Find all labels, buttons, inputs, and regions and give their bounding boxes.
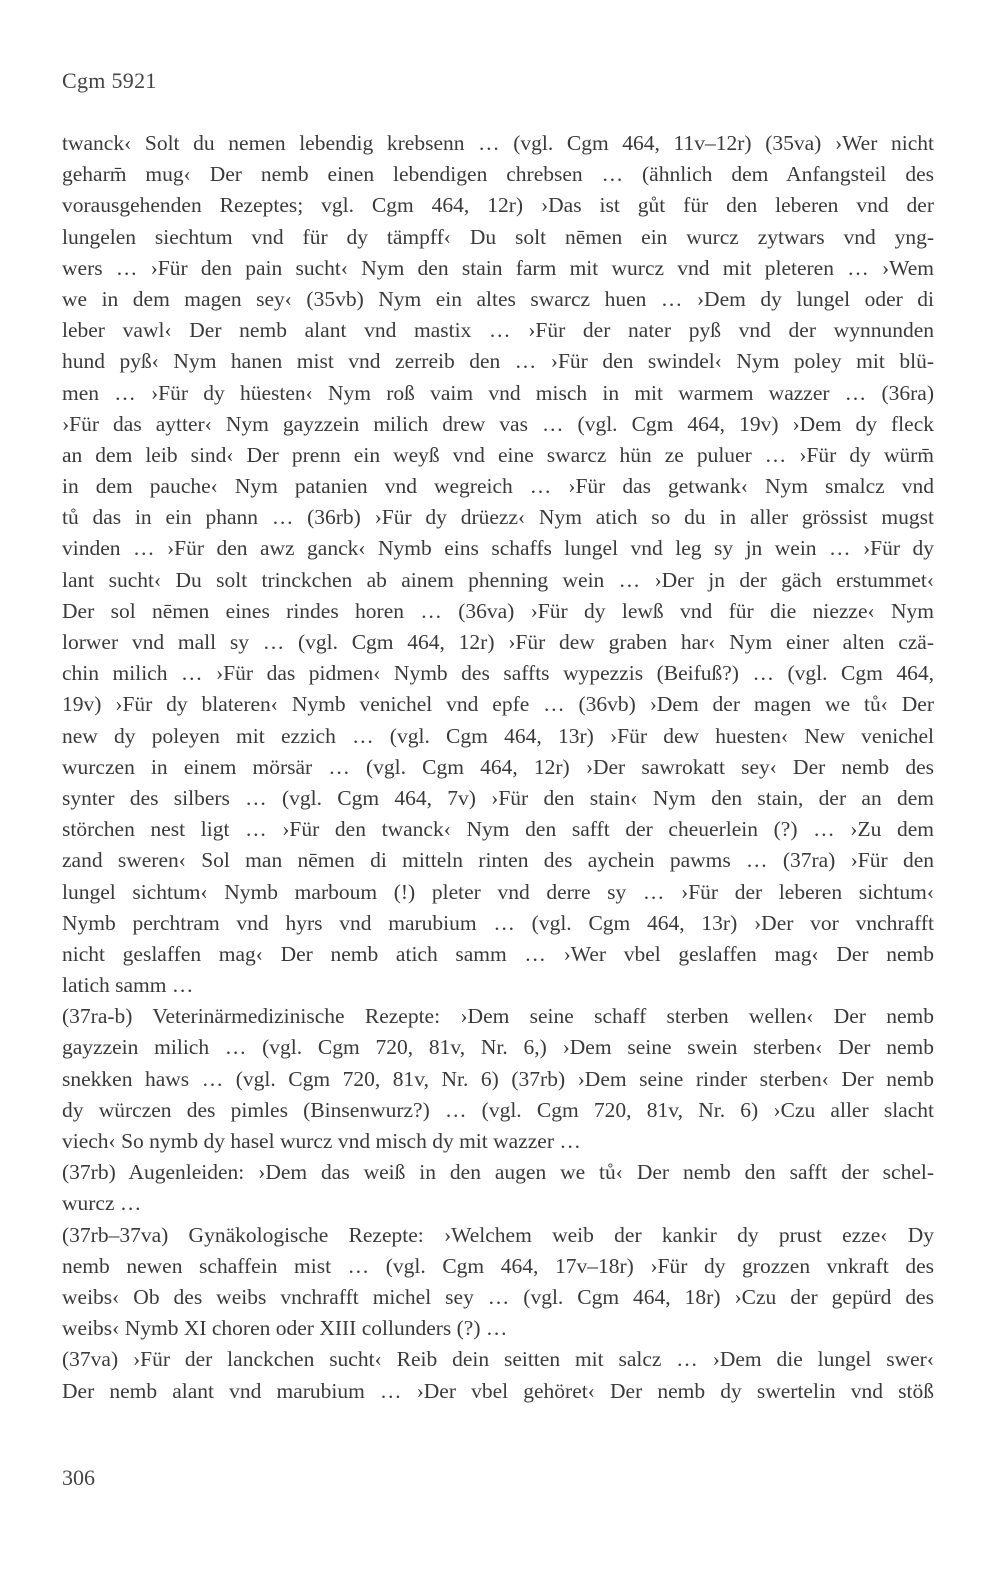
- text-line: synter des silbers … (vgl. Cgm 464, 7v) ›Für den stain‹ Nym den stain, der an dem: [62, 785, 934, 810]
- text-line: men … ›Für dy hüesten‹ Nym roß vaim vnd misch in mit warmem wazzer … (36ra): [62, 380, 934, 405]
- text-line: zand sweren‹ Sol man nēmen di mitteln rinten des aychein pawms … (37ra) ›Für den: [62, 848, 934, 873]
- text-line: wurczen in einem mörsär … (vgl. Cgm 464, 12r) ›Der sawrokatt sey‹ Der nemb des: [62, 754, 934, 779]
- text-line: 19v) ›Für dy blateren‹ Nymb venichel vnd epfe … (36vb) ›Dem der magen we tů‹ Der: [62, 692, 934, 717]
- text-line: lant sucht‹ Du solt trinckchen ab ainem phenning wein … ›Der jn der gäch erstummet‹: [62, 567, 934, 592]
- text-line: (37ra-b) Veterinärmedizinische Rezepte: ›Dem seine schaff sterben wellen‹ Der nemb: [62, 1004, 934, 1029]
- text-line: an dem leib sind‹ Der prenn ein weyß vnd eine swarcz hün ze puluer … ›Für dy würm̄: [62, 442, 934, 467]
- text-line: nemb newen schaffein mist … (vgl. Cgm 464, 17v–18r) ›Für dy grozzen vnkraft des: [62, 1253, 934, 1278]
- text-line: lungel sichtum‹ Nymb marboum (!) pleter vnd derre sy … ›Für der leberen sichtum‹: [62, 879, 934, 904]
- text-line: viech‹ So nymb dy hasel wurcz vnd misch dy mit wazzer …: [62, 1129, 581, 1153]
- page-number: 306: [62, 1465, 95, 1490]
- text-line: nicht geslaffen mag‹ Der nemb atich samm … ›Wer vbel geslaffen mag‹ Der nemb: [62, 941, 934, 966]
- text-line: weibs‹ Ob des weibs vnchrafft michel sey … (vgl. Cgm 464, 18r) ›Czu der gepürd des: [62, 1284, 934, 1309]
- text-line: Der sol nēmen eines rindes horen … (36va) ›Für dy lewß vnd für die niezze‹ Nym: [62, 598, 934, 623]
- text-line: snekken haws … (vgl. Cgm 720, 81v, Nr. 6) (37rb) ›Dem seine rinder sterben‹ Der nemb: [62, 1066, 934, 1091]
- text-line: lungelen siechtum vnd für dy tämpff‹ Du solt nēmen ein wurcz zytwars vnd yng-: [62, 224, 934, 249]
- text-line: (37va) ›Für der lanckchen sucht‹ Reib dein seitten mit salcz … ›Dem die lungel swer‹: [62, 1347, 934, 1372]
- text-line: tů das in ein phann … (36rb) ›Für dy drüezz‹ Nym atich so du in aller grössist mugst: [62, 505, 934, 530]
- text-line: we in dem magen sey‹ (35vb) Nym ein altes swarcz huen … ›Dem dy lungel oder di: [62, 286, 934, 311]
- text-line: leber vawl‹ Der nemb alant vnd mastix … ›Für der nater pyß vnd der wynnunden: [62, 318, 934, 343]
- text-line: wurcz …: [62, 1191, 142, 1216]
- running-head: Cgm 5921: [62, 68, 157, 93]
- text-line: störchen nest ligt … ›Für den twanck‹ Nym den safft der cheuerlein (?) … ›Zu dem: [62, 817, 934, 842]
- text-line: lorwer vnd mall sy … (vgl. Cgm 464, 12r) ›Für dew graben har‹ Nym einer alten czä-: [62, 630, 934, 654]
- text-line: Nymb perchtram vnd hyrs vnd marubium … (vgl. Cgm 464, 13r) ›Der vor vnchrafft: [62, 910, 934, 935]
- text-line: ›Für das aytter‹ Nym gayzzein milich drew vas … (vgl. Cgm 464, 19v) ›Dem dy fleck: [62, 411, 934, 436]
- text-line: in dem pauche‹ Nym patanien vnd wegreich … ›Für das getwank‹ Nym smalcz vnd: [62, 474, 934, 499]
- text-line: dy würczen des pimles (Binsenwurz?) … (vgl. Cgm 720, 81v, Nr. 6) ›Czu aller slacht: [62, 1097, 934, 1122]
- text-line: vorausgehenden Rezeptes; vgl. Cgm 464, 12r) ›Das ist gůt für den leberen vnd der: [62, 193, 934, 218]
- text-line: hund pyß‹ Nym hanen mist vnd zerreib den … ›Für den swindel‹ Nym poley mit blü-: [62, 349, 934, 374]
- text-line: vinden … ›Für den awz ganck‹ Nymb eins schaffs lungel vnd leg sy jn wein … ›Für dy: [62, 536, 934, 561]
- text-line: wers … ›Für den pain sucht‹ Nym den stain farm mit wurcz vnd mit pleteren … ›Wem: [62, 255, 934, 280]
- text-line: weibs‹ Nymb XI choren oder XIII collunders (?) …: [62, 1316, 508, 1341]
- text-line: chin milich … ›Für das pidmen‹ Nymb des saffts wypezzis (Beifuß?) … (vgl. Cgm 464,: [62, 661, 934, 686]
- text-line: (37rb) Augenleiden: ›Dem das weiß in den augen we tů‹ Der nemb den safft der schel-: [62, 1160, 934, 1185]
- text-line: twanck‹ Solt du nemen lebendig krebsenn … (vgl. Cgm 464, 11v–12r) (35va) ›Wer nicht: [62, 131, 934, 155]
- text-line: gayzzein milich … (vgl. Cgm 720, 81v, Nr. 6,) ›Dem seine swein sterben‹ Der nemb: [62, 1035, 934, 1060]
- text-line: Der nemb alant vnd marubium … ›Der vbel gehöret‹ Der nemb dy swertelin vnd stöß: [62, 1378, 934, 1403]
- body-text: [62, 128, 934, 1407]
- text-line: (37rb–37va) Gynäkologische Rezepte: ›Welchem weib der kankir dy prust ezze‹ Dy: [62, 1222, 934, 1247]
- text-line: geharm̄ mug‹ Der nemb einen lebendigen chrebsen … (ähnlich dem Anfangsteil des: [62, 162, 934, 187]
- text-line: latich samm …: [62, 973, 194, 998]
- text-line: new dy poleyen mit ezzich … (vgl. Cgm 464, 13r) ›Für dew huesten‹ New venichel: [62, 723, 934, 748]
